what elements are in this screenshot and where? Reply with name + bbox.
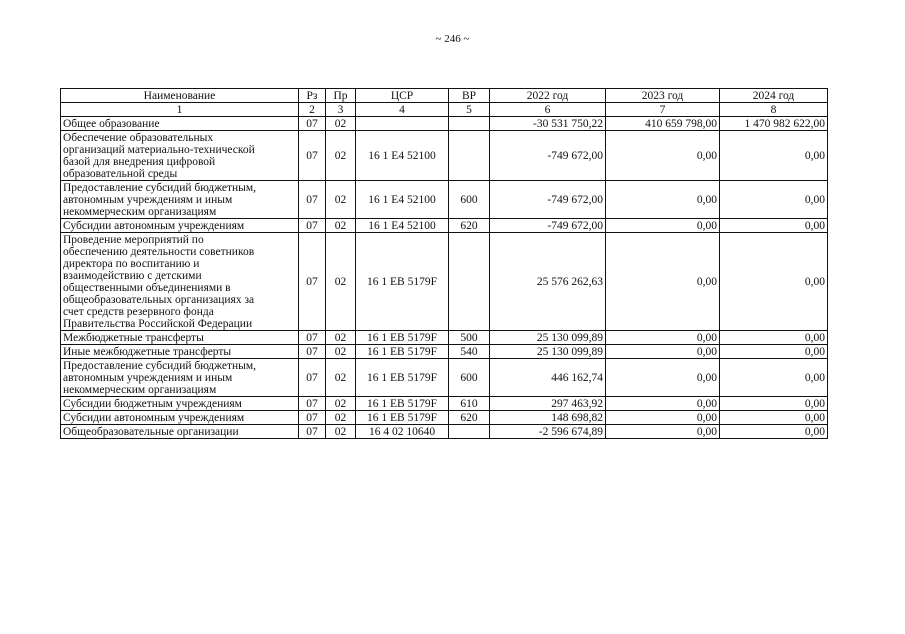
row-pr: 02 [326, 331, 356, 345]
row-rz: 07 [299, 117, 326, 131]
header-csr: ЦСР [356, 89, 449, 103]
row-2022: -749 672,00 [490, 219, 606, 233]
row-2022: 25 576 262,63 [490, 233, 606, 331]
header-2024: 2024 год [720, 89, 828, 103]
row-2024: 0,00 [720, 425, 828, 439]
row-name [61, 397, 299, 411]
header-2022: 2022 год [490, 89, 606, 103]
colnum-5: 5 [449, 103, 490, 117]
row-csr: 16 1 ЕВ 5179F [356, 397, 449, 411]
row-name-line: Общее образование [63, 117, 160, 130]
row-rz: 07 [299, 331, 326, 345]
row-csr: 16 1 Е4 52100 [356, 131, 449, 181]
row-name-line: автономным учреждениям и иным [63, 371, 233, 384]
row-pr: 02 [326, 397, 356, 411]
row-rz: 07 [299, 131, 326, 181]
row-2022: 148 698,82 [490, 411, 606, 425]
row-2024: 0,00 [720, 397, 828, 411]
row-rz: 07 [299, 345, 326, 359]
row-name-line: автономным учреждениям и иным [63, 193, 233, 206]
row-pr: 02 [326, 411, 356, 425]
colnum-4: 4 [356, 103, 449, 117]
row-2022: 446 162,74 [490, 359, 606, 397]
table-row [61, 331, 828, 345]
row-rz: 07 [299, 233, 326, 331]
row-name-line: Межбюджетные трансферты [63, 331, 204, 344]
row-name-line: Субсидии автономным учреждениям [63, 219, 245, 232]
row-2023: 0,00 [606, 181, 720, 219]
row-2024: 0,00 [720, 219, 828, 233]
row-rz: 07 [299, 359, 326, 397]
row-pr: 02 [326, 233, 356, 331]
row-name-line: Правительства Российской Федерации [63, 317, 253, 330]
header-row [61, 89, 828, 103]
row-2023: 0,00 [606, 131, 720, 181]
row-name-line: Проведение мероприятий по [63, 233, 204, 246]
table-row [61, 131, 828, 181]
table-row [61, 181, 828, 219]
row-csr: 16 1 Е4 52100 [356, 181, 449, 219]
row-rz: 07 [299, 181, 326, 219]
header-rz: Рз [299, 89, 326, 103]
row-csr: 16 1 ЕВ 5179F [356, 233, 449, 331]
row-2023: 410 659 798,00 [606, 117, 720, 131]
row-csr: 16 1 ЕВ 5179F [356, 359, 449, 397]
row-name-line: обеспечению деятельности советников [63, 245, 255, 258]
row-name-line: Предоставление субсидий бюджетным, [63, 181, 257, 194]
row-name [61, 359, 299, 397]
row-name-line: базой для внедрения цифровой [63, 155, 216, 168]
row-2023: 0,00 [606, 425, 720, 439]
row-2023: 0,00 [606, 359, 720, 397]
row-name-line: организаций материально-технической [63, 143, 255, 156]
row-rz: 07 [299, 411, 326, 425]
row-pr: 02 [326, 117, 356, 131]
row-2023: 0,00 [606, 345, 720, 359]
row-2022: 25 130 099,89 [490, 331, 606, 345]
row-2023: 0,00 [606, 331, 720, 345]
table-row [61, 219, 828, 233]
colnum-2: 2 [299, 103, 326, 117]
row-name [61, 411, 299, 425]
row-pr: 02 [326, 359, 356, 397]
row-name-line: Предоставление субсидий бюджетным, [63, 359, 257, 372]
row-name [61, 233, 299, 331]
row-vr: 610 [449, 397, 490, 411]
row-pr: 02 [326, 131, 356, 181]
row-name [61, 117, 299, 131]
row-2022: 25 130 099,89 [490, 345, 606, 359]
row-name-line: Субсидии бюджетным учреждениям [63, 397, 242, 410]
row-csr [356, 117, 449, 131]
row-name-line: Иные межбюджетные трансферты [63, 345, 232, 358]
row-name-line: директора по воспитанию и [63, 257, 200, 270]
row-name [61, 219, 299, 233]
row-vr: 600 [449, 359, 490, 397]
row-name [61, 131, 299, 181]
row-name-line: Общеобразовательные организации [63, 425, 239, 438]
row-vr: 600 [449, 181, 490, 219]
row-rz: 07 [299, 219, 326, 233]
row-vr: 620 [449, 219, 490, 233]
budget-table [60, 88, 828, 439]
row-2024: 0,00 [720, 233, 828, 331]
table-row [61, 397, 828, 411]
row-name-line: Субсидии автономным учреждениям [63, 411, 245, 424]
row-csr: 16 1 ЕВ 5179F [356, 345, 449, 359]
row-name [61, 425, 299, 439]
row-2022: 297 463,92 [490, 397, 606, 411]
row-pr: 02 [326, 345, 356, 359]
table-row [61, 233, 828, 331]
colnum-7: 7 [606, 103, 720, 117]
row-2024: 1 470 982 622,00 [720, 117, 828, 131]
row-name [61, 181, 299, 219]
row-name-line: Обеспечение образовательных [63, 131, 214, 144]
colnum-8: 8 [720, 103, 828, 117]
header-name: Наименование [61, 89, 299, 103]
table-row [61, 359, 828, 397]
table-row [61, 411, 828, 425]
row-pr: 02 [326, 219, 356, 233]
colnum-6: 6 [490, 103, 606, 117]
row-vr: 620 [449, 411, 490, 425]
row-vr [449, 425, 490, 439]
row-2022: -2 596 674,89 [490, 425, 606, 439]
page-number: ~ 246 ~ [435, 33, 470, 45]
row-name-line: общеобразовательных организациях за [63, 293, 255, 306]
row-csr: 16 1 Е4 52100 [356, 219, 449, 233]
row-pr: 02 [326, 181, 356, 219]
row-name [61, 331, 299, 345]
row-2024: 0,00 [720, 331, 828, 345]
row-vr: 540 [449, 345, 490, 359]
row-vr: 500 [449, 331, 490, 345]
row-2024: 0,00 [720, 181, 828, 219]
row-2023: 0,00 [606, 397, 720, 411]
row-vr [449, 117, 490, 131]
row-csr: 16 4 02 10640 [356, 425, 449, 439]
header-2023: 2023 год [606, 89, 720, 103]
row-2023: 0,00 [606, 411, 720, 425]
row-2024: 0,00 [720, 345, 828, 359]
row-2022: -749 672,00 [490, 181, 606, 219]
table-row [61, 425, 828, 439]
colnum-3: 3 [326, 103, 356, 117]
row-2024: 0,00 [720, 131, 828, 181]
row-2024: 0,00 [720, 411, 828, 425]
row-name [61, 345, 299, 359]
table-row [61, 117, 828, 131]
colnum-1: 1 [61, 103, 299, 117]
header-pr: Пр [326, 89, 356, 103]
row-2024: 0,00 [720, 359, 828, 397]
row-rz: 07 [299, 397, 326, 411]
row-csr: 16 1 ЕВ 5179F [356, 411, 449, 425]
row-2022: -30 531 750,22 [490, 117, 606, 131]
row-2023: 0,00 [606, 233, 720, 331]
table-row [61, 345, 828, 359]
row-name-line: образовательной среды [63, 167, 178, 180]
row-csr: 16 1 ЕВ 5179F [356, 331, 449, 345]
row-pr: 02 [326, 425, 356, 439]
header-vr: ВР [449, 89, 490, 103]
row-name-line: счет средств резервного фонда [63, 305, 214, 318]
column-number-row [61, 103, 828, 117]
row-vr [449, 233, 490, 331]
row-rz: 07 [299, 425, 326, 439]
row-name-line: некоммерческим организациям [63, 205, 217, 218]
row-vr [449, 131, 490, 181]
row-name-line: взаимодействию с детскими [63, 269, 202, 282]
row-name-line: общественными объединениями в [63, 281, 231, 294]
row-2022: -749 672,00 [490, 131, 606, 181]
row-name-line: некоммерческим организациям [63, 383, 217, 396]
row-2023: 0,00 [606, 219, 720, 233]
